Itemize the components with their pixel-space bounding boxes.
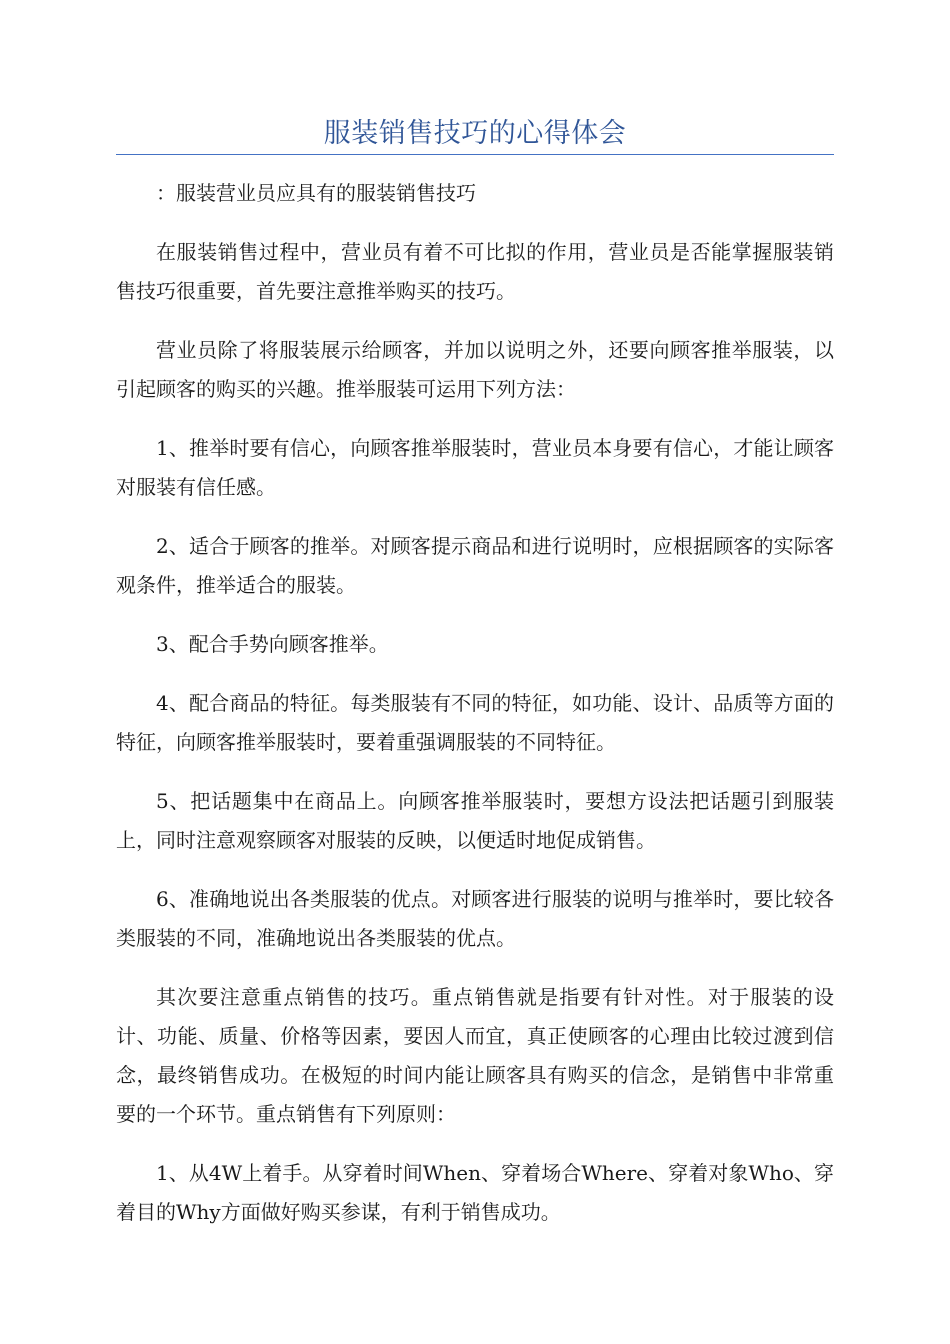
- paragraph-intro: 在服装销售过程中，营业员有着不可比拟的作用，营业员是否能掌握服装销售技巧很重要，首先要注意推举购买的技巧。: [116, 240, 834, 303]
- paragraph-item-6: 6、准确地说出各类服装的优点。对顾客进行服装的说明与推举时，要比较各类服装的不同，准确地说出各类服装的优点。: [116, 887, 834, 950]
- paragraph-subtitle: ：服装营业员应具有的服装销售技巧: [156, 181, 476, 205]
- paragraph-item-3: 3、配合手势向顾客推举。: [156, 632, 389, 656]
- title-underline: [116, 154, 834, 155]
- paragraph-key-selling: 其次要注意重点销售的技巧。重点销售就是指要有针对性。对于服装的设计、功能、质量、价格等因素，要因人而宜，真正使顾客的心理由比较过渡到信念，最终销售成功。在极短的时间内能让顾客具有购买的信念，是销售中非常重要的一个环节。重点销售有下列原则：: [116, 985, 834, 1126]
- paragraph-recommend-methods: 营业员除了将服装展示给顾客，并加以说明之外，还要向顾客推举服装，以引起顾客的购买的兴趣。推举服装可运用下列方法：: [116, 338, 834, 401]
- paragraph-item-5: 5、把话题集中在商品上。向顾客推举服装时，要想方设法把话题引到服装上，同时注意观察顾客对服装的反映，以便适时地促成销售。: [116, 789, 834, 852]
- document-body: [116, 174, 834, 1252]
- paragraph-item-1: 1、推举时要有信心，向顾客推举服装时，营业员本身要有信心，才能让顾客对服装有信任感。: [116, 436, 834, 499]
- paragraph-4w: 1、从4W上着手。从穿着时间When、穿着场合Where、穿着对象Who、穿着目的Why方面做好购买参谋，有利于销售成功。: [116, 1161, 834, 1224]
- paragraph-item-2: 2、适合于顾客的推举。对顾客提示商品和进行说明时，应根据顾客的实际客观条件，推举适合的服装。: [116, 534, 834, 597]
- paragraph-item-4: 4、配合商品的特征。每类服装有不同的特征，如功能、设计、品质等方面的特征，向顾客推举服装时，要着重强调服装的不同特征。: [116, 691, 834, 754]
- page-title: 服装销售技巧的心得体会: [323, 118, 627, 149]
